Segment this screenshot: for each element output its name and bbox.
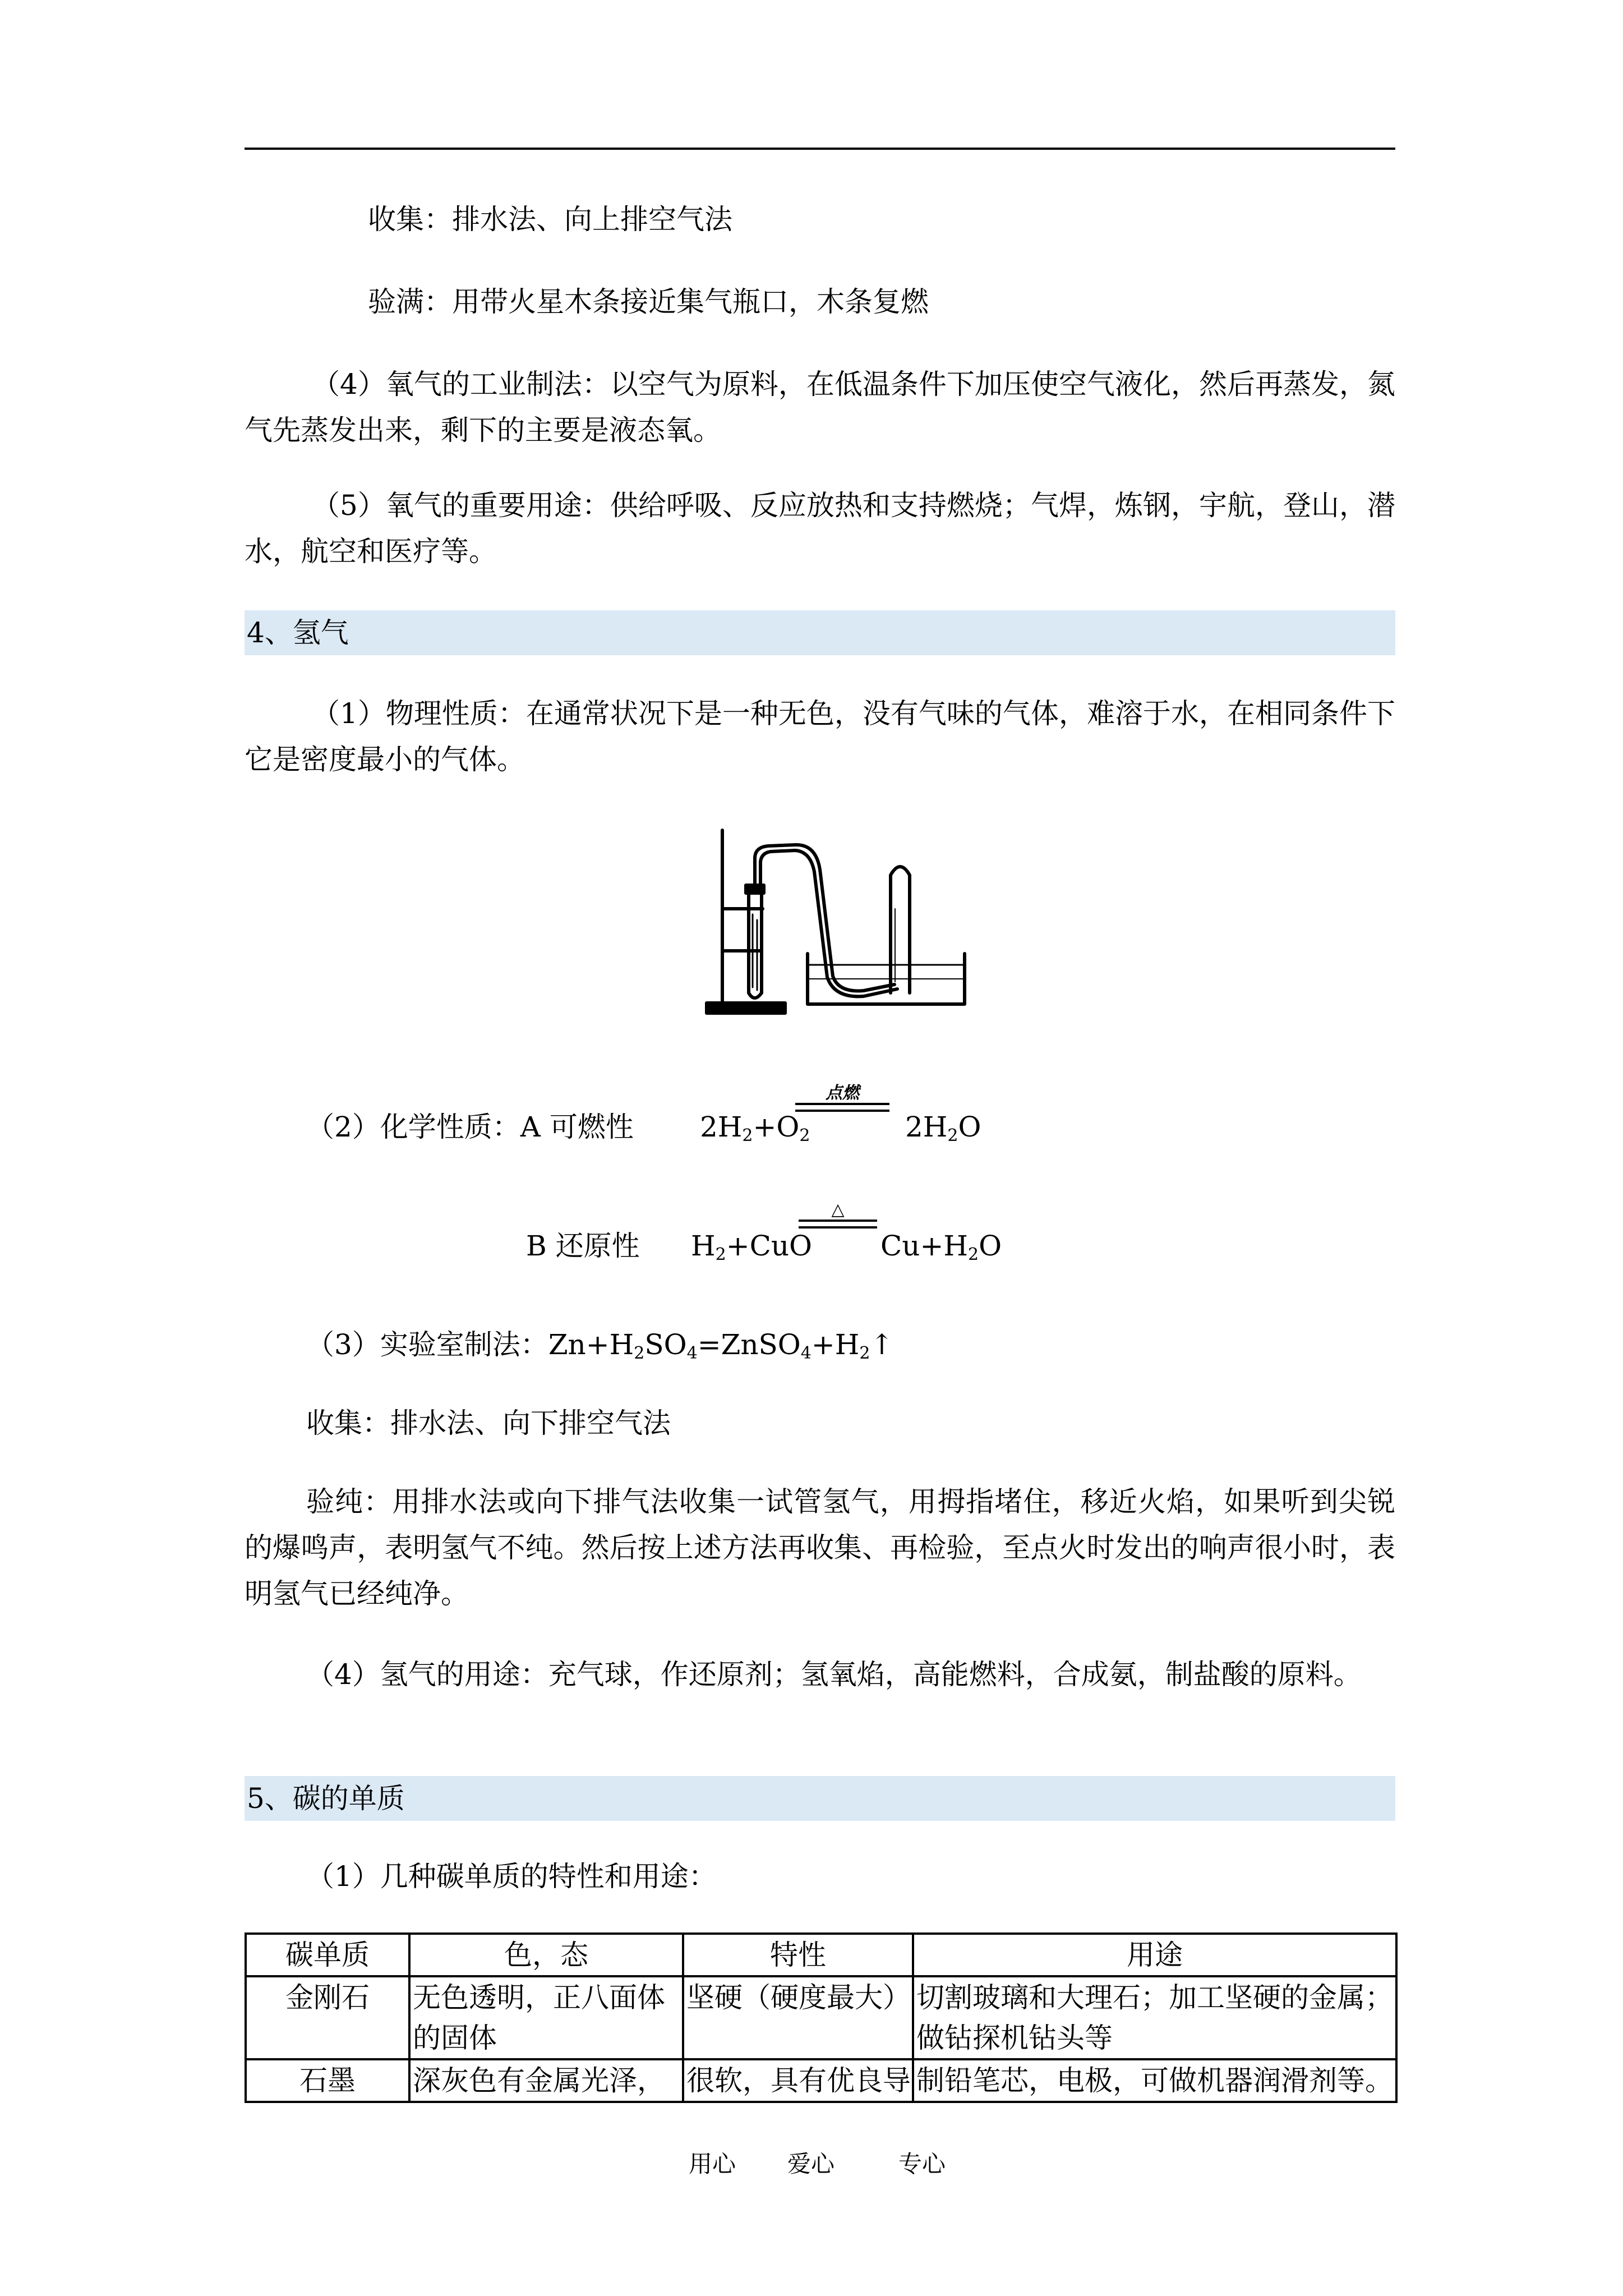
equation-lab: $Zn+H_2SO_4=ZnSO_4+H_2↑$ bbox=[548, 1328, 894, 1363]
collecting-tube bbox=[891, 867, 910, 993]
section-heading-text: 5、碳的单质 bbox=[247, 1782, 405, 1815]
hydrogen-chem-label: （2）化学性质：A 可燃性 bbox=[306, 1111, 634, 1143]
table-cell: 很软，具有优良导 bbox=[683, 2059, 913, 2102]
footer-text-3: 专心 bbox=[898, 2150, 946, 2178]
carbon-intro: （1）几种碳单质的特性和用途： bbox=[306, 1860, 717, 1893]
footer-text-2: 爱心 bbox=[787, 2150, 835, 2178]
section-heading-hydrogen bbox=[245, 610, 1395, 655]
table-cell: 无色透明，正八面体的固体 bbox=[409, 1976, 683, 2059]
table-row bbox=[246, 2059, 1396, 2102]
oxygen-uses: （5）氧气的重要用途：供给呼吸、反应放热和支持燃烧；气焊，炼钢，宇航，登山，潜水，航空和医疗等。 bbox=[245, 489, 1395, 568]
hydrogen-lab-method bbox=[306, 1322, 893, 1373]
equation-reduction-reactants: $H_2+CuO$ bbox=[691, 1230, 813, 1264]
double-line bbox=[795, 1103, 889, 1112]
oxygen-collect-method: 收集：排水法、向上排空气法 bbox=[368, 203, 732, 236]
stand-base bbox=[707, 1003, 785, 1013]
section-heading-carbon bbox=[245, 1776, 1395, 1821]
carbon-properties-table bbox=[245, 1932, 1398, 2103]
table-cell: 金刚石 bbox=[246, 1976, 409, 2059]
table-cell: 深灰色有金属光泽， bbox=[409, 2059, 683, 2102]
table-header: 碳单质 bbox=[246, 1934, 409, 1976]
condition-heat: △ bbox=[831, 1200, 845, 1220]
equation-reduction-products: $Cu+H_2O$ bbox=[880, 1230, 1002, 1264]
equation-combustion-product: $2H_2O$ bbox=[905, 1111, 981, 1145]
table-cell: 切割玻璃和大理石；加工坚硬的金属；做钻探机钻头等 bbox=[913, 1976, 1396, 2059]
oxygen-verify-full: 验满：用带火星木条接近集气瓶口，木条复燃 bbox=[368, 286, 929, 318]
table-row bbox=[246, 1976, 1396, 2059]
table-header: 色，态 bbox=[409, 1934, 683, 1976]
section-heading-text: 4、氢气 bbox=[247, 616, 349, 649]
table-header: 特性 bbox=[683, 1934, 913, 1976]
table-cell: 制铅笔芯，电极，可做机器润滑剂等。 bbox=[913, 2059, 1396, 2102]
table-header: 用途 bbox=[913, 1934, 1396, 1976]
equation-reduction-arrow bbox=[799, 1200, 877, 1228]
footer-text-1: 用心 bbox=[689, 2150, 736, 2178]
hydrogen-purity-test: 验纯：用排水法或向下排气法收集一试管氢气，用拇指堵住，移近火焰，如果听到尖锐的爆鸣声，表明氢气不纯。然后按上述方法再收集、再检验，至点火时发出的响声很小时，表明氢气已经纯净。 bbox=[245, 1485, 1395, 1610]
header-rule bbox=[245, 148, 1395, 150]
double-line bbox=[799, 1220, 877, 1228]
condition-ignite: 点燃 bbox=[826, 1083, 859, 1103]
hydrogen-collect-method: 收集：排水法、向下排空气法 bbox=[306, 1407, 671, 1439]
table-header-row bbox=[246, 1934, 1396, 1976]
hydrogen-apparatus-figure bbox=[695, 825, 1032, 1021]
hydrogen-uses: （4）氢气的用途：充气球，作还原剂；氢氧焰，高能燃料，合成氨，制盐酸的原料。 bbox=[306, 1658, 1362, 1691]
equation-combustion-reactants: $2H_2+O_2$ bbox=[700, 1111, 810, 1145]
hydrogen-physical-properties: （1）物理性质：在通常状况下是一种无色，没有气味的气体，难溶于水，在相同条件下它是密度最小的气体。 bbox=[245, 697, 1395, 776]
table-cell: 石墨 bbox=[246, 2059, 409, 2102]
lab-label: （3）实验室制法： bbox=[306, 1328, 548, 1361]
equation-combustion-arrow bbox=[795, 1084, 889, 1112]
table-cell: 坚硬（硬度最大） bbox=[683, 1976, 913, 2059]
reducing-label: B 还原性 bbox=[526, 1230, 640, 1262]
oxygen-industrial-method: （4）氧气的工业制法：以空气为原料，在低温条件下加压使空气液化，然后再蒸发，氮气先蒸发出来，剩下的主要是液态氧。 bbox=[245, 368, 1395, 447]
